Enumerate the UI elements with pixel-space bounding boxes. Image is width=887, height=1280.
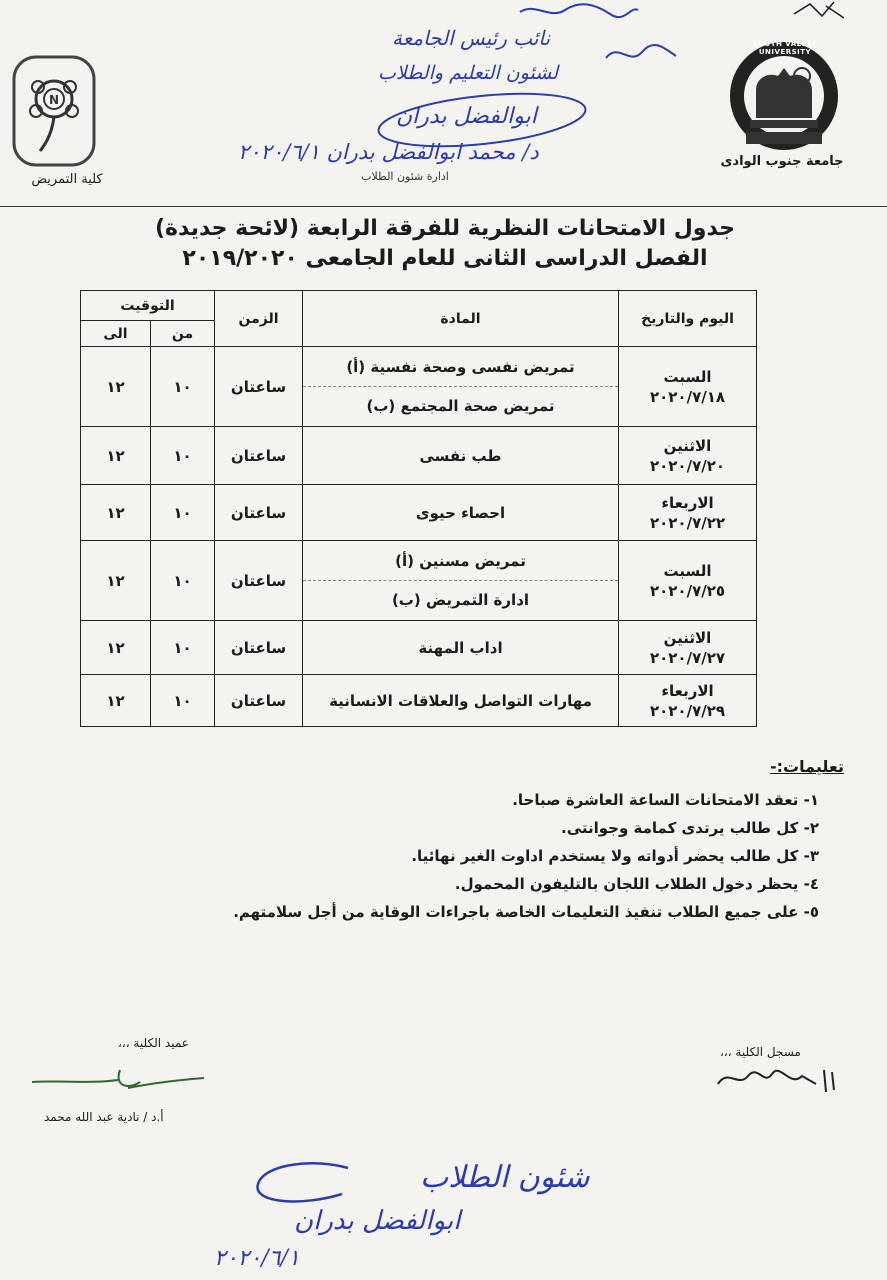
day-name: الاثنين xyxy=(663,628,712,647)
table-row xyxy=(81,485,757,541)
subject-cell xyxy=(303,675,619,727)
handwritten-approval-line1: نائب رئيس الجامعة xyxy=(392,26,551,50)
university-name: جامعة جنوب الوادى xyxy=(720,154,844,169)
exam-date: ٢٠٢٠/٧/٢٩ xyxy=(649,701,726,720)
exam-date: ٢٠٢٠/٧/١٨ xyxy=(649,387,726,406)
duration-cell: ساعتان xyxy=(215,541,303,621)
exam-date: ٢٠٢٠/٧/٢٥ xyxy=(649,581,726,600)
to-cell: ١٢ xyxy=(81,427,151,485)
exam-date: ٢٠٢٠/٧/٢٠ xyxy=(649,456,726,475)
handwritten-student-affairs: شئون الطلاب xyxy=(420,1160,590,1195)
from-cell: ١٠ xyxy=(151,541,215,621)
to-cell: ١٢ xyxy=(81,621,151,675)
duration-cell: ساعتان xyxy=(215,485,303,541)
subject-name: ادارة التمريض (ب) xyxy=(303,580,618,619)
exam-date: ٢٠٢٠/٧/٢٢ xyxy=(649,513,726,532)
table-row xyxy=(81,675,757,727)
from-cell: ١٠ xyxy=(151,485,215,541)
top-scribble xyxy=(510,0,640,22)
day-date-cell xyxy=(619,485,757,541)
exam-schedule-table xyxy=(80,290,757,727)
instruction-item: ٥- على جميع الطلاب تنفيذ التعليمات الخاصة باجراءات الوقاية من أجل سلامتهم. xyxy=(233,903,819,921)
from-cell: ١٠ xyxy=(151,621,215,675)
day-name: الاربعاء xyxy=(661,681,714,700)
header-timing: التوقيت xyxy=(81,291,215,321)
duration-cell: ساعتان xyxy=(215,621,303,675)
from-cell: ١٠ xyxy=(151,347,215,427)
header-divider xyxy=(0,206,887,207)
signature-mark xyxy=(600,38,680,68)
university-logo-text: SOUTH VALLEY UNIVERSITY xyxy=(752,40,818,56)
student-affairs-stamp: ادارة شئون الطلاب xyxy=(361,170,449,183)
header-to: الى xyxy=(81,321,151,347)
header-duration: الزمن xyxy=(215,291,303,347)
dean-signature xyxy=(28,1060,208,1100)
table-row xyxy=(81,541,757,621)
subject-cell xyxy=(303,485,619,541)
to-cell: ١٢ xyxy=(81,347,151,427)
registrar-signature xyxy=(712,1064,842,1096)
subject-cell xyxy=(303,541,619,621)
instruction-item: ١- تعقد الامتحانات الساعة العاشرة صباحا. xyxy=(512,791,819,809)
dean-name: أ.د / نادية عبد الله محمد xyxy=(44,1110,164,1124)
instruction-item: ٢- كل طالب يرتدى كمامة وجوانتى. xyxy=(561,819,819,837)
day-date-cell xyxy=(619,541,757,621)
subject-cell xyxy=(303,347,619,427)
dean-label: عميد الكلية ،،، xyxy=(118,1036,189,1050)
exam-date: ٢٠٢٠/٧/٢٧ xyxy=(649,648,726,667)
handwritten-signature-name: ابوالفضل بدران xyxy=(294,1206,461,1236)
schedule-subtitle: الفصل الدراسى الثانى للعام الجامعى ٢٠١٩/٢٠٢٠ xyxy=(182,246,708,271)
registrar-label: مسجل الكلية ،،، xyxy=(720,1045,801,1059)
to-cell: ١٢ xyxy=(81,485,151,541)
subject-name: اداب المهنة xyxy=(418,638,503,657)
instruction-item: ٣- كل طالب يحضر أدواته ولا يستخدم اداوت الغير نهائيا. xyxy=(411,847,819,865)
subject-name: تمريض صحة المجتمع (ب) xyxy=(303,386,618,425)
duration-cell: ساعتان xyxy=(215,427,303,485)
handwritten-approval-line2: لشئون التعليم والطلاب xyxy=(378,62,559,84)
handwritten-approval-line3: ابوالفضل بدران xyxy=(396,104,537,129)
schedule-title: جدول الامتحانات النظرية للفرقة الرابعة (لائحة جديدة) xyxy=(154,216,736,241)
day-name: السبت xyxy=(663,561,712,580)
table-row xyxy=(81,621,757,675)
subject-name: احصاء حيوى xyxy=(415,503,506,522)
svg-text:N: N xyxy=(48,93,60,107)
duration-cell: ساعتان xyxy=(215,347,303,427)
subject-name: تمريض نفسى وصحة نفسية (أ) xyxy=(346,358,575,376)
from-cell: ١٠ xyxy=(151,675,215,727)
to-cell: ١٢ xyxy=(81,675,151,727)
subject-name: مهارات التواصل والعلاقات الانسانية xyxy=(329,691,592,710)
handwritten-approval-line4: د/ محمد ابوالفضل بدران ٢٠٢٠/٦/١ xyxy=(238,140,539,164)
handwritten-date: ٢٠٢٠/٦/١ xyxy=(214,1246,300,1271)
day-date-cell xyxy=(619,675,757,727)
nursing-faculty-logo xyxy=(12,55,96,167)
corner-mark-icon xyxy=(790,0,850,20)
day-date-cell xyxy=(619,347,757,427)
day-name: الاثنين xyxy=(663,436,712,455)
to-cell: ١٢ xyxy=(81,541,151,621)
day-date-cell xyxy=(619,427,757,485)
day-name: الاربعاء xyxy=(661,493,714,512)
table-row xyxy=(81,427,757,485)
day-date-cell xyxy=(619,621,757,675)
duration-cell: ساعتان xyxy=(215,675,303,727)
faculty-name: كلية التمريض xyxy=(31,172,103,187)
subject-name: تمريض مسنين (أ) xyxy=(395,552,526,570)
instructions-title: تعليمات:- xyxy=(770,757,844,776)
header-subject: المادة xyxy=(303,291,619,347)
from-cell: ١٠ xyxy=(151,427,215,485)
subject-cell xyxy=(303,621,619,675)
handwritten-flourish xyxy=(244,1154,364,1214)
header-from: من xyxy=(151,321,215,347)
subject-cell xyxy=(303,427,619,485)
instruction-item: ٤- يحظر دخول الطلاب اللجان بالتليفون المحمول. xyxy=(454,875,819,893)
table-row xyxy=(81,347,757,427)
header-day-date: اليوم والتاريخ xyxy=(619,291,757,347)
subject-name: طب نفسى xyxy=(419,446,502,465)
day-name: السبت xyxy=(663,367,712,386)
instructions-list xyxy=(119,786,819,926)
